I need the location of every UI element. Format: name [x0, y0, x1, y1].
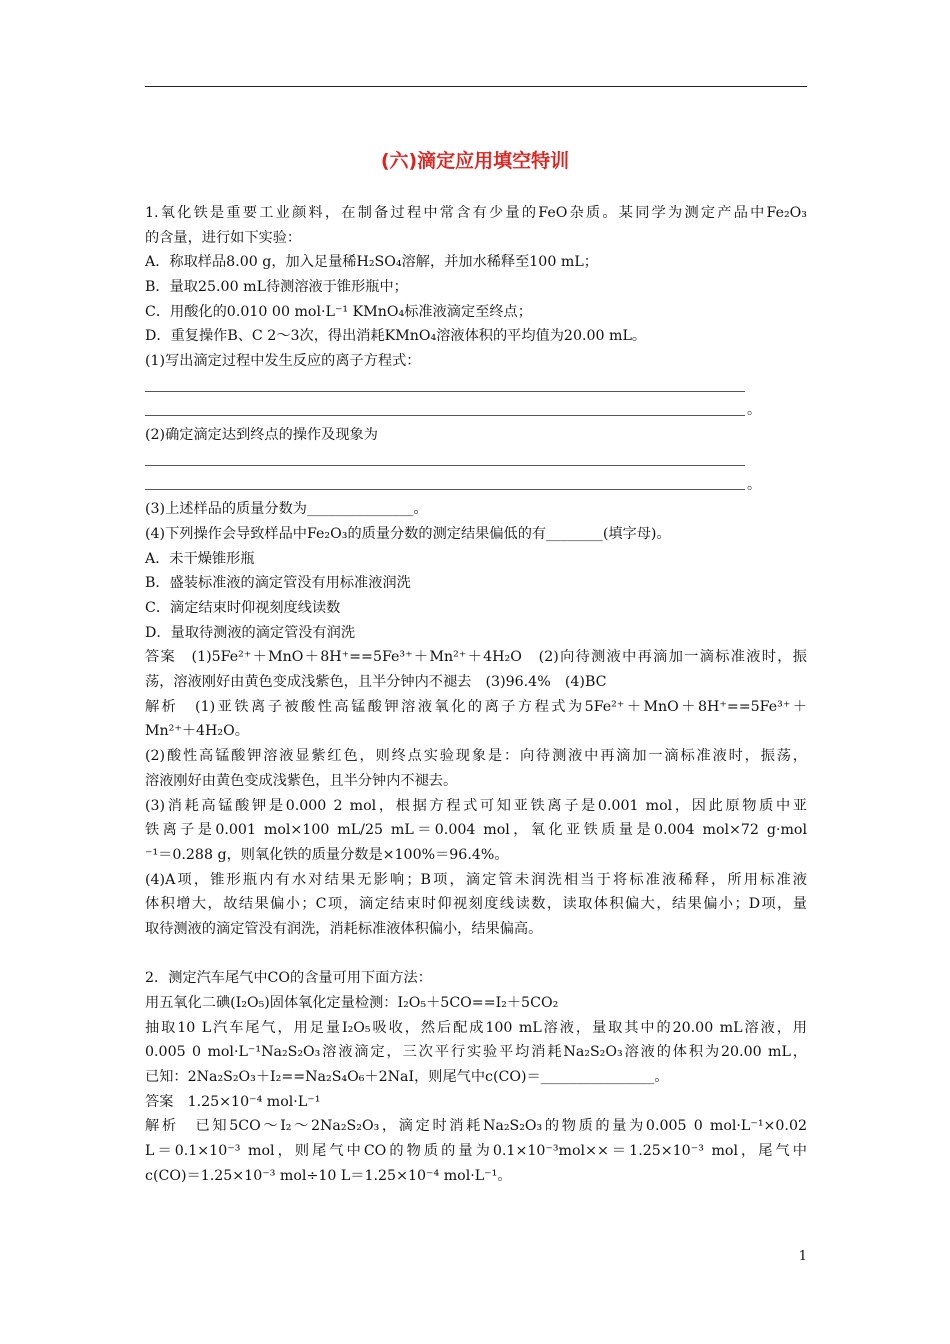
q1-option-b: B．盛装标准液的滴定管没有用标准液润洗 — [145, 575, 411, 592]
q2-stem-line-1: 2．测定汽车尾气中CO的含量可用下面方法： — [145, 970, 432, 987]
q1-sub-1: (1)写出滴定过程中发生反应的离子方程式： — [145, 353, 421, 370]
q1-explanation-line-8: (4)A项，锥形瓶内有水对结果无影响；B项，滴定管未润洗相当于将标准液稀释，所用标准液 — [145, 871, 807, 888]
q1-explanation-line-6: 铁离子是0.001 mol×100 mL/25 mL＝0.004 mol，氧化亚铁质量是0.004 mol×72 g·mol — [145, 822, 807, 839]
q1-step-a: A．称取样品8.00 g，加入足量稀H₂SO₄溶解，并加水稀释至100 mL； — [145, 254, 598, 271]
document-body — [145, 201, 807, 1189]
q2-answer: 答案 1.25×10⁻⁴ mol·L⁻¹ — [145, 1093, 321, 1110]
q1-step-d: D．重复操作B、C 2～3次，得出消耗KMnO₄溶液体积的平均值为20.00 mL。 — [145, 328, 647, 345]
q1-option-a: A．未干燥锥形瓶 — [145, 550, 255, 567]
q2-stem-line-3: 抽取10 L汽车尾气，用足量I₂O₅吸收，然后配成100 mL溶液，量取其中的20.00 mL溶液，用 — [145, 1019, 807, 1036]
answer-blank-line — [145, 473, 807, 498]
answer-blank-line — [145, 374, 807, 399]
q2-explanation-line-1: 解析 已知5CO～I₂～2Na₂S₂O₃，滴定时消耗Na₂S₂O₃的物质的量为0.005 0 mol·L⁻¹×0.02 — [145, 1118, 807, 1135]
blank-end-mark: 。 — [747, 476, 762, 493]
q1-explanation-line-10: 取待测液的滴定管没有润洗，消耗标准液体积偏小，结果偏高。 — [145, 920, 543, 937]
q1-stem-line-1: 1.氧化铁是重要工业颜料，在制备过程中常含有少量的FeO杂质。某同学为测定产品中Fe₂O₃ — [145, 205, 807, 221]
q1-option-c: C．滴定结束时仰视刻度线读数 — [145, 600, 341, 616]
q1-explanation-line-2: Mn²⁺＋4H₂O。 — [145, 723, 249, 740]
q2-explanation-line-2: L＝0.1×10⁻³ mol，则尾气中CO的物质的量为0.1×10⁻³mol××＝1.25×10⁻³ mol，尾气中 — [145, 1143, 807, 1160]
q1-sub-2: (2)确定滴定达到终点的操作及现象为 — [145, 427, 378, 444]
page-title: (六)滴定应用填空特训 — [380, 150, 570, 172]
blank-end-mark: 。 — [747, 402, 762, 419]
q1-answer-line-2: 荡，溶液刚好由黄色变成浅紫色，且半分钟内不褪去 (3)96.4% (4)BC — [145, 674, 607, 691]
q2-stem-line-2: 用五氧化二碘(I₂O₅)固体氧化定量检测：I₂O₅＋5CO==I₂＋5CO₂ — [145, 995, 559, 1011]
q1-stem-line-2: 的含量，进行如下实验： — [145, 229, 302, 246]
q1-explanation-line-5: (3)消耗高锰酸钾是0.000 2 mol，根据方程式可知亚铁离子是0.001 mol，因此原物质中亚 — [145, 797, 807, 814]
q1-sub-4: (4)下列操作会导致样品中Fe₂O₃的质量分数的测定结果偏低的有________(填字母)。 — [145, 525, 671, 542]
q2-stem-line-5: 已知：2Na₂S₂O₃＋I₂==Na₂S₄O₆＋2NaI，则尾气中c(CO)＝________________。 — [145, 1069, 669, 1086]
q1-step-b: B．量取25.00 mL待测溶液于锥形瓶中； — [145, 279, 408, 296]
answer-blank-line — [145, 448, 807, 473]
header-rule — [145, 86, 807, 87]
q1-explanation-line-3: (2)酸性高锰酸钾溶液显紫红色，则终点实验现象是：向待测液中再滴加一滴标准液时，振荡， — [145, 748, 807, 765]
q1-explanation-line-1: 解析 (1)亚铁离子被酸性高锰酸钾溶液氧化的离子方程式为5Fe²⁺＋MnO＋8H⁺==5Fe³⁺＋ — [145, 698, 807, 715]
q1-step-c: C．用酸化的0.010 00 mol·L⁻¹ KMnO₄标准液滴定至终点； — [145, 303, 532, 320]
paragraph-gap — [145, 942, 807, 967]
q1-explanation-line-7: ⁻¹＝0.288 g，则氧化铁的质量分数是×100%＝96.4%。 — [145, 846, 509, 863]
q1-explanation-line-9: 体积增大，故结果偏小；C项，滴定结束时仰视刻度线读数，读取体积偏大，结果偏小；D项，量 — [145, 896, 807, 913]
page-number: 1 — [798, 1249, 807, 1264]
q1-explanation-line-4: 溶液刚好由黄色变成浅紫色，且半分钟内不褪去。 — [145, 772, 458, 789]
answer-blank-line — [145, 399, 807, 424]
q2-stem-line-4: 0.005 0 mol·L⁻¹Na₂S₂O₃溶液滴定，三次平行实验平均消耗Na₂S₂O₃溶液的体积为20.00 mL， — [145, 1044, 807, 1061]
q1-option-d: D．量取待测液的滴定管没有润洗 — [145, 624, 356, 641]
q1-answer-line-1: 答案 (1)5Fe²⁺＋MnO＋8H⁺==5Fe³⁺＋Mn²⁺＋4H₂O (2)向待测液中再滴加一滴标准液时，振 — [145, 649, 807, 666]
q2-explanation-line-3: c(CO)＝1.25×10⁻³ mol÷10 L＝1.25×10⁻⁴ mol·L⁻¹。 — [145, 1167, 512, 1184]
q1-sub-3: (3)上述样品的质量分数为_______________。 — [145, 501, 428, 518]
